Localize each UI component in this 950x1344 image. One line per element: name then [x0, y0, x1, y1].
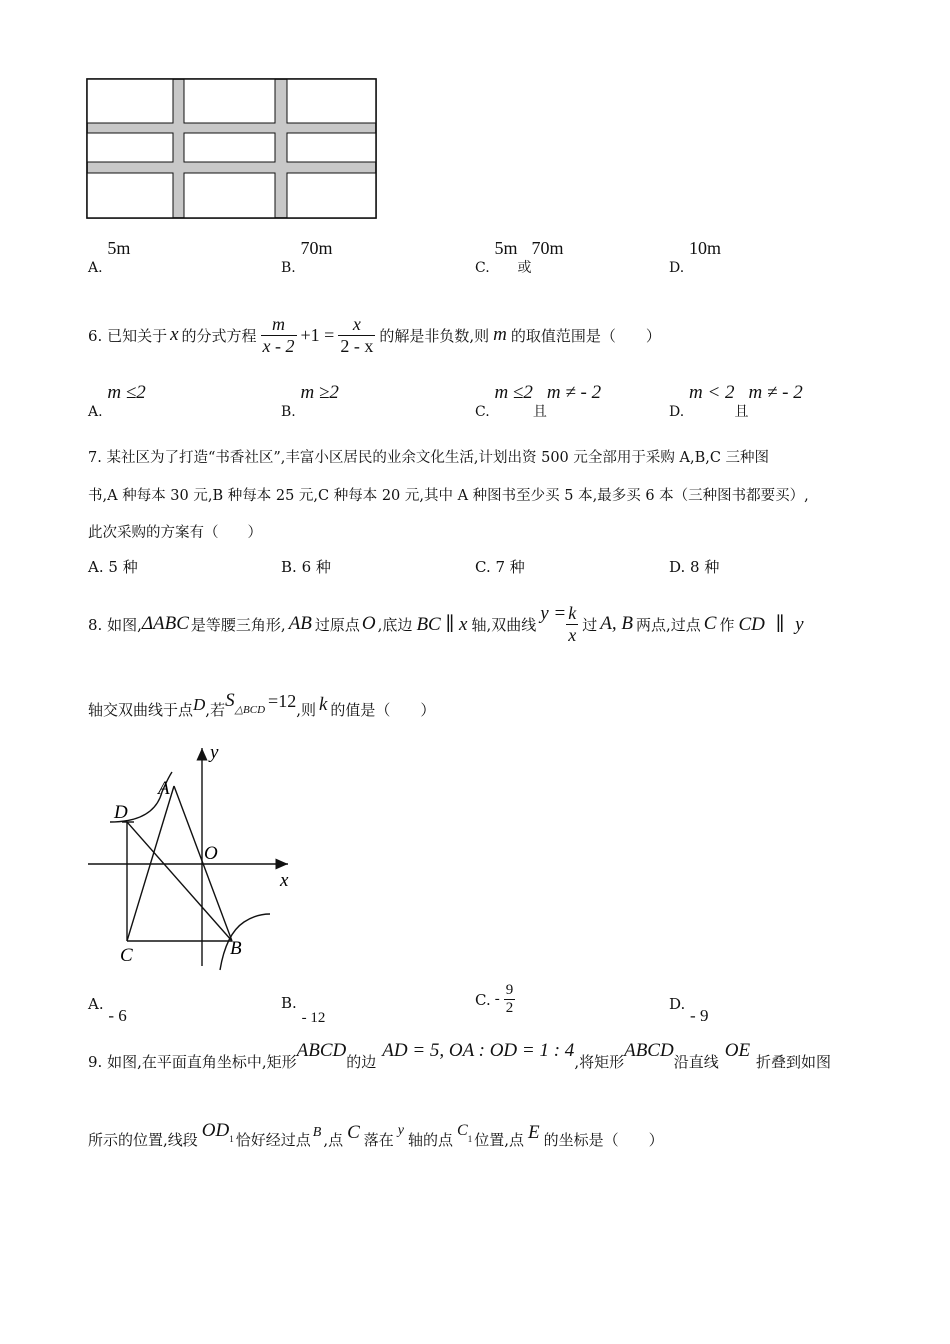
- option-letter: C.: [475, 990, 491, 1009]
- option-letter: D.: [669, 558, 686, 576]
- option-value-b: m ≠ - 2: [748, 382, 803, 403]
- option-value: 6 种: [301, 558, 331, 576]
- label-c: C: [120, 945, 133, 966]
- road-grid-figure: [86, 78, 378, 220]
- q8-text: 两点,过点: [635, 615, 701, 634]
- numerator: x: [338, 314, 375, 336]
- q5-option-c[interactable]: [475, 238, 564, 276]
- q9-stem-line-2: [88, 1116, 664, 1162]
- denominator: 2: [505, 1000, 514, 1016]
- triangle-abc: ΔABC: [141, 613, 189, 634]
- q6-text: 的取值范围是（ ）: [510, 326, 661, 345]
- q6-text: 6. 已知关于: [88, 326, 168, 345]
- option-letter: C.: [475, 260, 490, 276]
- label-a: A: [158, 778, 170, 799]
- fraction-k-over-x: [566, 603, 578, 646]
- option-letter: A.: [88, 404, 103, 420]
- option-value-b: 70m: [531, 238, 564, 258]
- point-e: E: [527, 1122, 540, 1143]
- option-letter: C.: [475, 558, 491, 576]
- numerator: 9: [505, 982, 514, 998]
- subscript: 1: [229, 1134, 234, 1144]
- var-x: x: [170, 324, 179, 345]
- var-k: k: [318, 694, 328, 715]
- q8-text: 是等腰三角形,: [190, 615, 286, 634]
- q6-option-d[interactable]: [669, 382, 803, 420]
- option-letter: D.: [669, 995, 686, 1013]
- point-c: C: [703, 613, 717, 634]
- option-and: 且: [734, 404, 749, 420]
- q6-option-b[interactable]: [281, 382, 339, 420]
- option-value: m ≥2: [300, 382, 339, 403]
- option-value: m ≤2: [107, 382, 146, 403]
- rect-abcd: ABCD: [624, 1040, 674, 1061]
- label-y: y: [210, 742, 219, 763]
- option-neg: -: [494, 991, 500, 1007]
- option-value: 70m: [300, 238, 333, 258]
- q8-option-b[interactable]: [281, 994, 326, 1026]
- option-letter: D.: [669, 260, 685, 276]
- q8-option-a[interactable]: [88, 994, 127, 1025]
- q6-option-c[interactable]: [475, 382, 602, 420]
- q5-option-d[interactable]: [669, 238, 721, 276]
- segment-od1: OD: [201, 1120, 230, 1141]
- option-value-a: m < 2: [688, 382, 735, 403]
- q9-text: 轴的点: [408, 1130, 454, 1149]
- q7-line-3: 此次采购的方案有（ ）: [88, 525, 262, 541]
- option-letter: B.: [281, 994, 297, 1012]
- segment-ab: AB: [288, 613, 312, 634]
- option-or: 或: [517, 260, 532, 276]
- option-value: - 6: [108, 1006, 127, 1025]
- q6-text: 的解是非负数,则: [379, 326, 490, 345]
- point-b: B: [312, 1125, 322, 1140]
- option-value: 5m: [107, 238, 131, 258]
- q8-text: ,则: [296, 700, 316, 719]
- q8-text: 过原点: [314, 615, 360, 634]
- option-value-a: 5m: [494, 238, 518, 258]
- point-o: O: [361, 613, 376, 634]
- q9-text: 恰好经过点: [235, 1130, 311, 1149]
- q8-option-c[interactable]: [475, 982, 515, 1017]
- point-d: D: [193, 695, 206, 714]
- ratio-equation: AD = 5, OA : OD = 1 : 4: [382, 1040, 575, 1061]
- label-o: O: [204, 843, 218, 864]
- q9-text: ,将矩形: [574, 1052, 625, 1071]
- option-value: 8 种: [690, 558, 720, 576]
- q7-line-1: 7. 某社区为了打造“书香社区”,丰富小区居民的业余文化生活,计划出资 500 元全部用于采购 A,B,C 三种图: [88, 450, 770, 466]
- q8-text: 作: [719, 615, 735, 634]
- q9-text: 9. 如图,在平面直角坐标中,矩形: [88, 1052, 297, 1071]
- option-value: - 12: [301, 1010, 326, 1026]
- rect-abcd: ABCD: [296, 1040, 347, 1061]
- cd-parallel-y: CD ∥ y: [738, 613, 804, 635]
- segment-db: [127, 822, 232, 941]
- option-letter: B.: [281, 558, 297, 576]
- q8-text: 过: [582, 615, 598, 634]
- q8-text: 8. 如图,: [88, 615, 142, 634]
- q9-stem-line-1: [88, 1036, 831, 1086]
- option-value: 5 种: [108, 558, 138, 576]
- q9-text: 所示的位置,线段: [88, 1130, 198, 1149]
- label-d: D: [114, 802, 128, 823]
- q9-text: ,点: [323, 1130, 344, 1149]
- option-and: 且: [532, 404, 547, 420]
- denominator: x - 2: [262, 335, 295, 356]
- q8-text: ,若: [205, 700, 226, 719]
- numerator: k: [568, 602, 577, 623]
- q9-text: 折叠到如图: [756, 1052, 832, 1071]
- label-x: x: [280, 870, 289, 891]
- denominator: x: [568, 624, 577, 645]
- area-s: S: [225, 690, 235, 711]
- point-c1: C: [457, 1122, 468, 1139]
- option-letter: B.: [281, 404, 296, 420]
- option-letter: D.: [669, 404, 685, 420]
- fraction-m-over-x-2: [261, 314, 297, 357]
- area-subscript: △BCD: [234, 703, 266, 716]
- q9-text: 沿直线: [673, 1052, 719, 1071]
- var-y: y: [397, 1123, 405, 1138]
- fraction-9-over-2: [504, 982, 516, 1017]
- var-m: m: [493, 324, 507, 345]
- point-c: C: [347, 1122, 360, 1143]
- fraction-x-over-2-x: [338, 314, 375, 357]
- q9-text: 的边: [346, 1052, 377, 1071]
- q7-option-a[interactable]: [88, 556, 138, 577]
- q8-text: 轴交双曲线于点: [88, 700, 194, 719]
- q7-option-c[interactable]: [475, 556, 525, 577]
- area-value: =12: [268, 690, 297, 711]
- hyperbola-branch-lower: [220, 914, 270, 970]
- q6-option-a[interactable]: [88, 382, 146, 420]
- option-letter: B.: [281, 260, 296, 276]
- q6-text: 的分式方程: [181, 326, 257, 345]
- option-value-a: m ≤2: [494, 382, 533, 403]
- q9-text: 的坐标是（ ）: [543, 1130, 664, 1149]
- option-value: 10m: [688, 238, 721, 258]
- points-a-b: A, B: [600, 613, 633, 634]
- subscript: 1: [467, 1134, 473, 1144]
- q8-stem-line-1: [88, 592, 804, 656]
- q8-option-d[interactable]: [669, 994, 709, 1025]
- y-equals: y =: [540, 603, 567, 624]
- q9-text: 落在: [363, 1130, 394, 1149]
- q6-stem: [88, 298, 661, 372]
- option-value-b: m ≠ - 2: [546, 382, 602, 403]
- plus-one: +1 =: [300, 324, 335, 345]
- denominator: 2 - x: [340, 335, 374, 356]
- q5-option-a[interactable]: [88, 238, 131, 276]
- option-letter: A.: [88, 558, 104, 576]
- q8-text: 的值是（ ）: [330, 700, 436, 719]
- option-letter: A.: [88, 995, 104, 1013]
- q7-option-b[interactable]: [281, 556, 331, 577]
- q8-text: ,底边: [377, 615, 413, 634]
- line-oe: OE: [724, 1040, 751, 1061]
- label-b: B: [230, 938, 242, 959]
- q5-option-b[interactable]: [281, 238, 333, 276]
- q8-stem-line-2: [88, 686, 435, 732]
- q7-line-2: 书,A 种每本 30 元,B 种每本 25 元,C 种每本 20 元,其中 A 种图书至少买 5 本,最多买 6 本（三种图书都要买）,: [88, 488, 809, 504]
- q8-hyperbola-figure: [84, 742, 294, 972]
- numerator: m: [261, 314, 297, 336]
- bc-parallel-x: BC ∥ x: [416, 613, 468, 635]
- option-letter: C.: [475, 404, 490, 420]
- option-value: 7 种: [495, 558, 525, 576]
- q8-text: 轴,双曲线: [471, 615, 537, 634]
- option-letter: A.: [88, 260, 103, 276]
- q9-text: 位置,点: [474, 1130, 524, 1149]
- option-value: - 9: [690, 1006, 709, 1025]
- q7-option-d[interactable]: [669, 556, 719, 577]
